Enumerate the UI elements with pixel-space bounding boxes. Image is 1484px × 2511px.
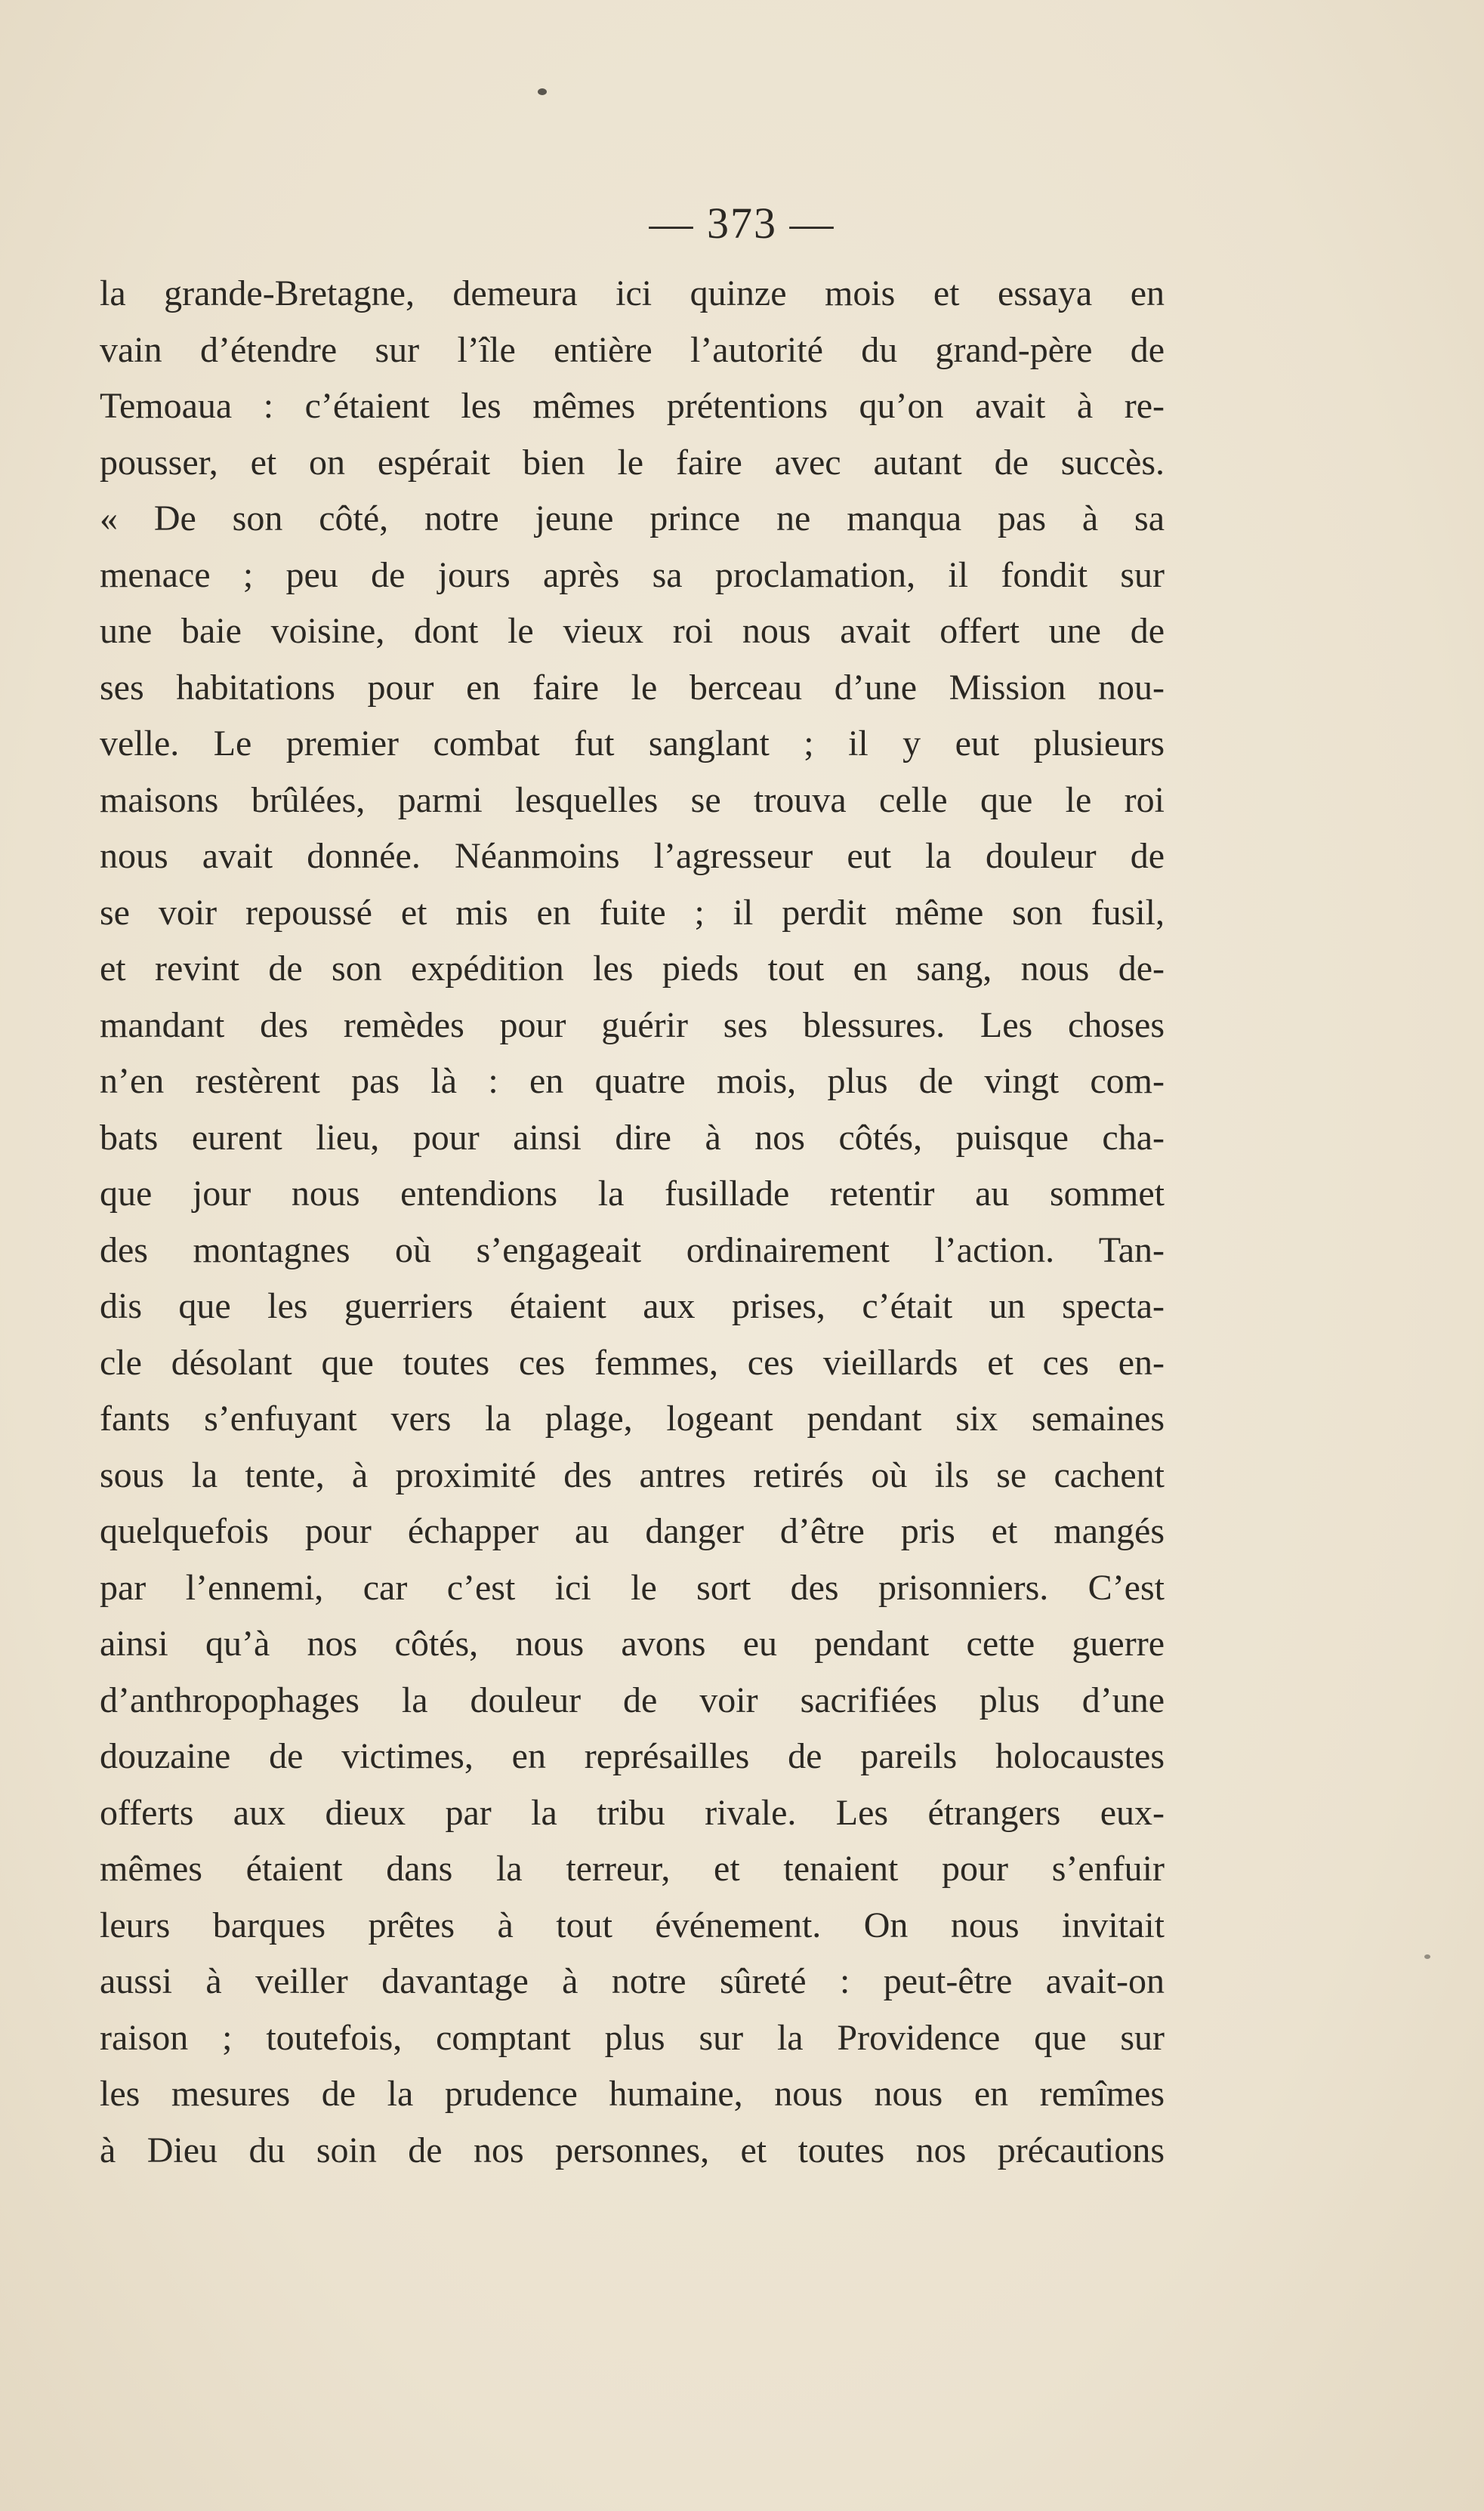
text-line: « De son côté, notre jeune prince ne manqua pas à sa <box>100 498 1165 538</box>
text-line: leurs barques prêtes à tout événement. On nous invitait <box>100 1905 1165 1945</box>
ink-speck <box>538 88 547 95</box>
page-number: — 373 — <box>649 199 835 248</box>
text-line: mêmes étaient dans la terreur, et tenaient pour s’enfuir <box>100 1849 1165 1889</box>
text-line: pousser, et on espérait bien le faire avec autant de succès. <box>100 442 1165 483</box>
text-line: quelquefois pour échapper au danger d’être pris et mangés <box>100 1511 1165 1551</box>
text-line: et revint de son expédition les pieds tout en sang, nous de- <box>100 949 1165 989</box>
text-line: fants s’enfuyant vers la plage, logeant pendant six semaines <box>100 1399 1165 1439</box>
text-line: maisons brûlées, parmi lesquelles se trouva celle que le roi <box>100 779 1165 820</box>
text-line: raison ; toutefois, comptant plus sur la Providence que sur <box>100 2017 1165 2058</box>
text-line: les mesures de la prudence humaine, nous nous en remîmes <box>100 2074 1165 2114</box>
text-line: ainsi qu’à nos côtés, nous avons eu pendant cette guerre <box>100 1624 1165 1664</box>
text-line: à Dieu du soin de nos personnes, et toutes nos précautions <box>100 2130 1165 2170</box>
text-line: velle. Le premier combat fut sanglant ; il y eut plusieurs <box>100 723 1165 763</box>
text-line: Temoaua : c’étaient les mêmes prétentions qu’on avait à re- <box>100 386 1165 426</box>
text-line: ses habitations pour en faire le berceau d’une Mission nou- <box>100 667 1165 708</box>
text-line: sous la tente, à proximité des antres retirés où ils se cachent <box>100 1454 1165 1495</box>
text-line: dis que les guerriers étaient aux prises, c’était un specta- <box>100 1286 1165 1326</box>
text-line: offerts aux dieux par la tribu rivale. Les étrangers eux- <box>100 1792 1165 1833</box>
text-line: que jour nous entendions la fusillade retentir au sommet <box>100 1174 1165 1214</box>
text-line: douzaine de victimes, en représailles de pareils holocaustes <box>100 1736 1165 1776</box>
text-line: nous avait donnée. Néanmoins l’agresseur eut la douleur de <box>100 836 1165 876</box>
text-line: aussi à veiller davantage à notre sûreté : peut-être avait-on <box>100 1961 1165 2001</box>
text-line: d’anthropophages la douleur de voir sacrifiées plus d’une <box>100 1680 1165 1720</box>
text-line: mandant des remèdes pour guérir ses blessures. Les choses <box>100 1004 1165 1045</box>
text-line: des montagnes où s’engageait ordinairement l’action. Tan- <box>100 1229 1165 1270</box>
text-line: la grande-Bretagne, demeura ici quinze mois et essaya en <box>100 273 1165 313</box>
body-text <box>100 266 1165 2179</box>
text-line: une baie voisine, dont le vieux roi nous avait offert une de <box>100 611 1165 651</box>
text-line: par l’ennemi, car c’est ici le sort des prisonniers. C’est <box>100 1567 1165 1608</box>
text-line: se voir repoussé et mis en fuite ; il perdit même son fusil, <box>100 892 1165 933</box>
text-line: bats eurent lieu, pour ainsi dire à nos côtés, puisque cha- <box>100 1117 1165 1158</box>
ink-speck <box>1424 1954 1430 1959</box>
text-line: menace ; peu de jours après sa proclamation, il fondit sur <box>100 554 1165 595</box>
text-line: vain d’étendre sur l’île entière l’autorité du grand-père de <box>100 329 1165 370</box>
text-line: cle désolant que toutes ces femmes, ces vieillards et ces en- <box>100 1342 1165 1383</box>
text-line: n’en restèrent pas là : en quatre mois, plus de vingt com- <box>100 1061 1165 1101</box>
